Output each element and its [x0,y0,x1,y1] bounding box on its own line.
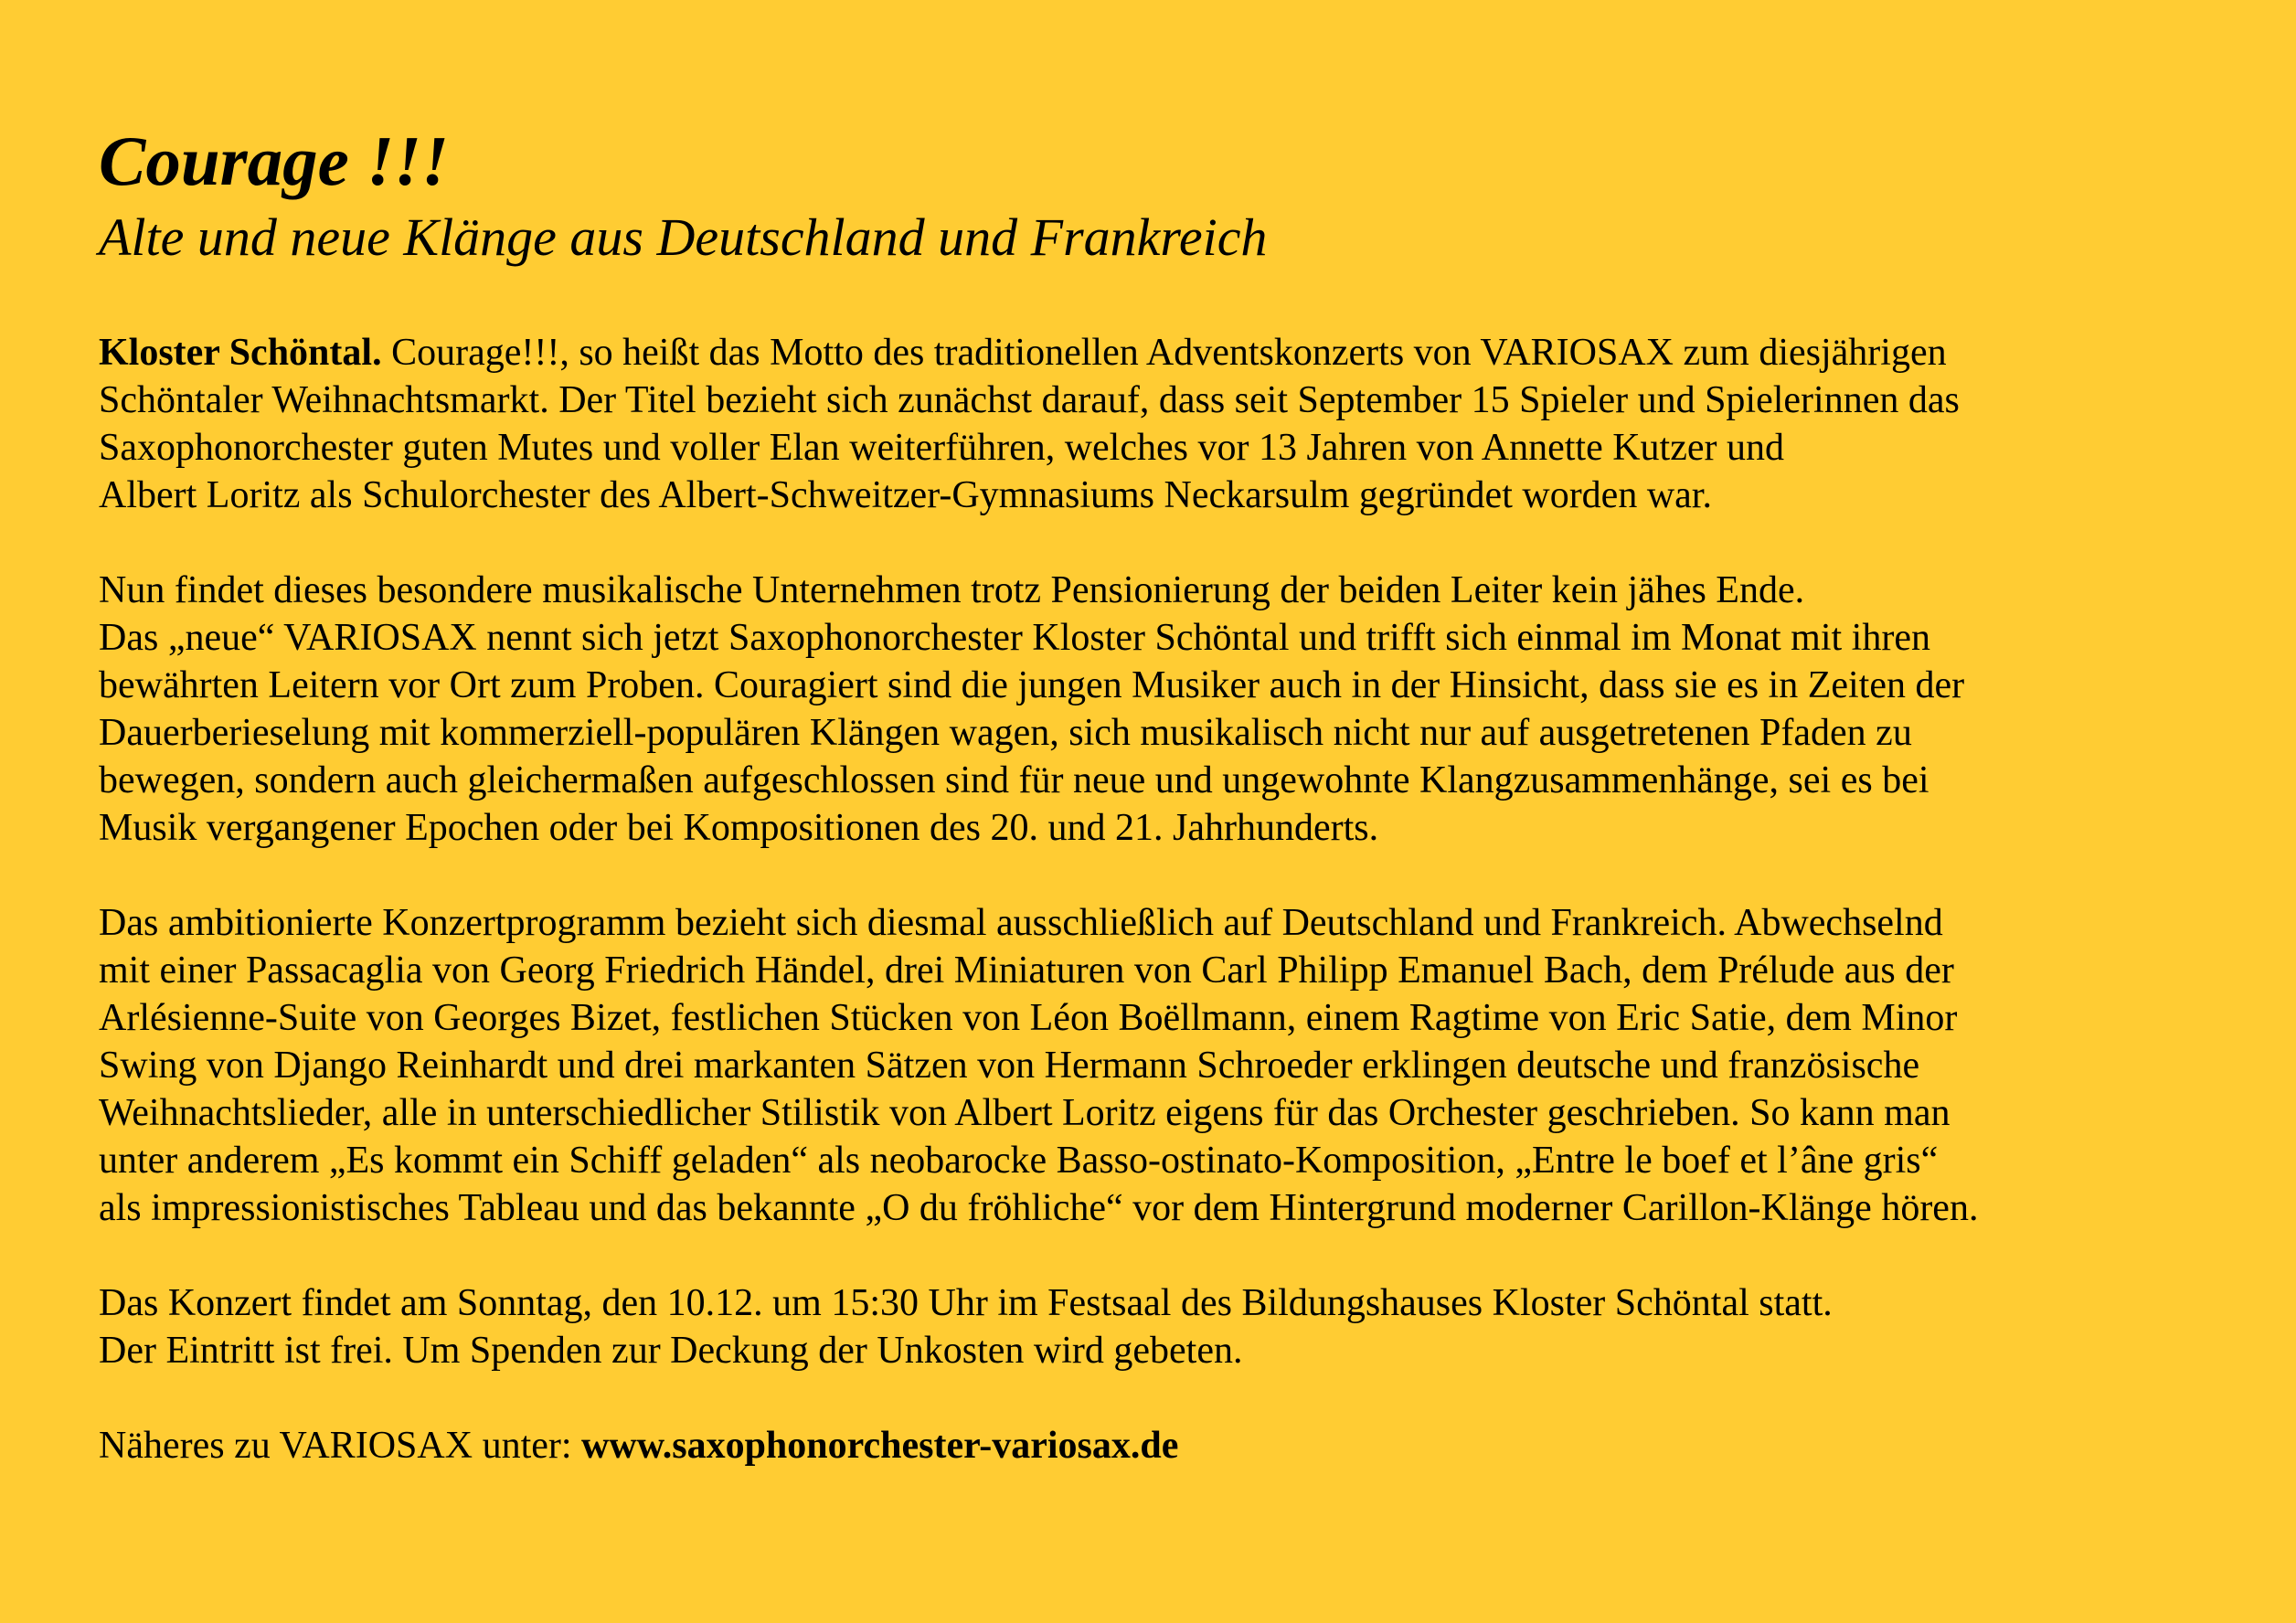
intro-line-1-text: Courage!!!, so heißt das Motto des traditionellen Adventskonzerts von VARIOSAX zum diesjährigen [381,332,1947,374]
paragraph-orchestra-line: Das „neue“ VARIOSAX nennt sich jetzt Saxophonorchester Kloster Schöntal und trifft sich einmal im Monat mit ihren [99,617,1930,659]
paragraph-program-line: Arlésienne-Suite von Georges Bizet, festlichen Stücken von Léon Boëllmann, einem Ragtime von Eric Satie, dem Minor [99,997,1958,1039]
paragraph-program [99,899,2241,1232]
page-subtitle: Alte und neue Klänge aus Deutschland und Frankreich [99,207,1268,267]
concert-date-line: Das Konzert findet am Sonntag, den 10.12. um 15:30 Uhr im Festsaal des Bildungshauses Kloster Schöntal statt. [99,1282,1833,1324]
location-lead: Kloster Schöntal. [99,332,382,374]
paragraph-intro-line-3: Saxophonorchester guten Mutes und voller Elan weiterführen, welches vor 13 Jahren von Annette Kutzer und [99,427,1784,469]
paragraph-orchestra-line: bewegen, sondern auch gleichermaßen aufgeschlossen sind für neue und ungewohnte Klangzusammenhänge, sei es bei [99,759,1929,801]
paragraph-orchestra [99,567,2241,852]
paragraph-intro-line-1 [99,329,2241,377]
paragraph-intro-line-2: Schöntaler Weihnachtsmarkt. Der Titel bezieht sich zunächst darauf, dass seit September 15 Spieler und Spielerinnen das [99,379,1960,421]
more-info-prefix: Näheres zu VARIOSAX unter: [99,1425,582,1467]
paragraph-intro [99,329,2241,519]
admission-line: Der Eintritt ist frei. Um Spenden zur Deckung der Unkosten wird gebeten. [99,1330,1243,1372]
paragraph-orchestra-line: bewährten Leitern vor Ort zum Proben. Couragiert sind die jungen Musiker auch in der Hinsicht, dass sie es in Zeiten der [99,664,1965,706]
page-title: Courage !!! [99,122,449,200]
paragraph-concert-info [99,1279,2241,1374]
website-link[interactable]: www.saxophonorchester-variosax.de [581,1425,1179,1467]
paragraph-program-line: Swing von Django Reinhardt und drei markanten Sätzen von Hermann Schroeder erklingen deutsche und französische [99,1045,1920,1087]
paragraph-orchestra-line: Dauerberieselung mit kommerziell-populären Klängen wagen, sich musikalisch nicht nur auf ausgetretenen Pfaden zu [99,712,1912,754]
paragraph-program-line: Das ambitionierte Konzertprogramm bezieht sich diesmal ausschließlich auf Deutschland und Frankreich. Abwechselnd [99,902,1943,944]
paragraph-orchestra-line: Musik vergangener Epochen oder bei Kompositionen des 20. und 21. Jahrhunderts. [99,807,1379,849]
paragraph-program-line: als impressionistisches Tableau und das bekannte „O du fröhliche“ vor dem Hintergrund moderner Carillon-Klänge hören. [99,1187,1979,1229]
paragraph-program-line: Weihnachtslieder, alle in unterschiedlicher Stilistik von Albert Loritz eigens für das Orchester geschrieben. So kann man [99,1092,1951,1134]
paragraph-intro-line-4: Albert Loritz als Schulorchester des Albert-Schweitzer-Gymnasiums Neckarsulm gegründet worden war. [99,474,1712,516]
paragraph-program-line: mit einer Passacaglia von Georg Friedrich Händel, drei Miniaturen von Carl Philipp Emanuel Bach, dem Prélude aus der [99,949,1954,992]
paragraph-program-line: unter anderem „Es kommt ein Schiff geladen“ als neobarocke Basso-ostinato-Komposition, „Entre le boef et l’âne gris“ [99,1140,1939,1182]
paragraph-orchestra-line: Nun findet dieses besondere musikalische Unternehmen trotz Pensionierung der beiden Leiter kein jähes Ende. [99,569,1805,611]
paragraph-more-info [99,1422,2241,1469]
